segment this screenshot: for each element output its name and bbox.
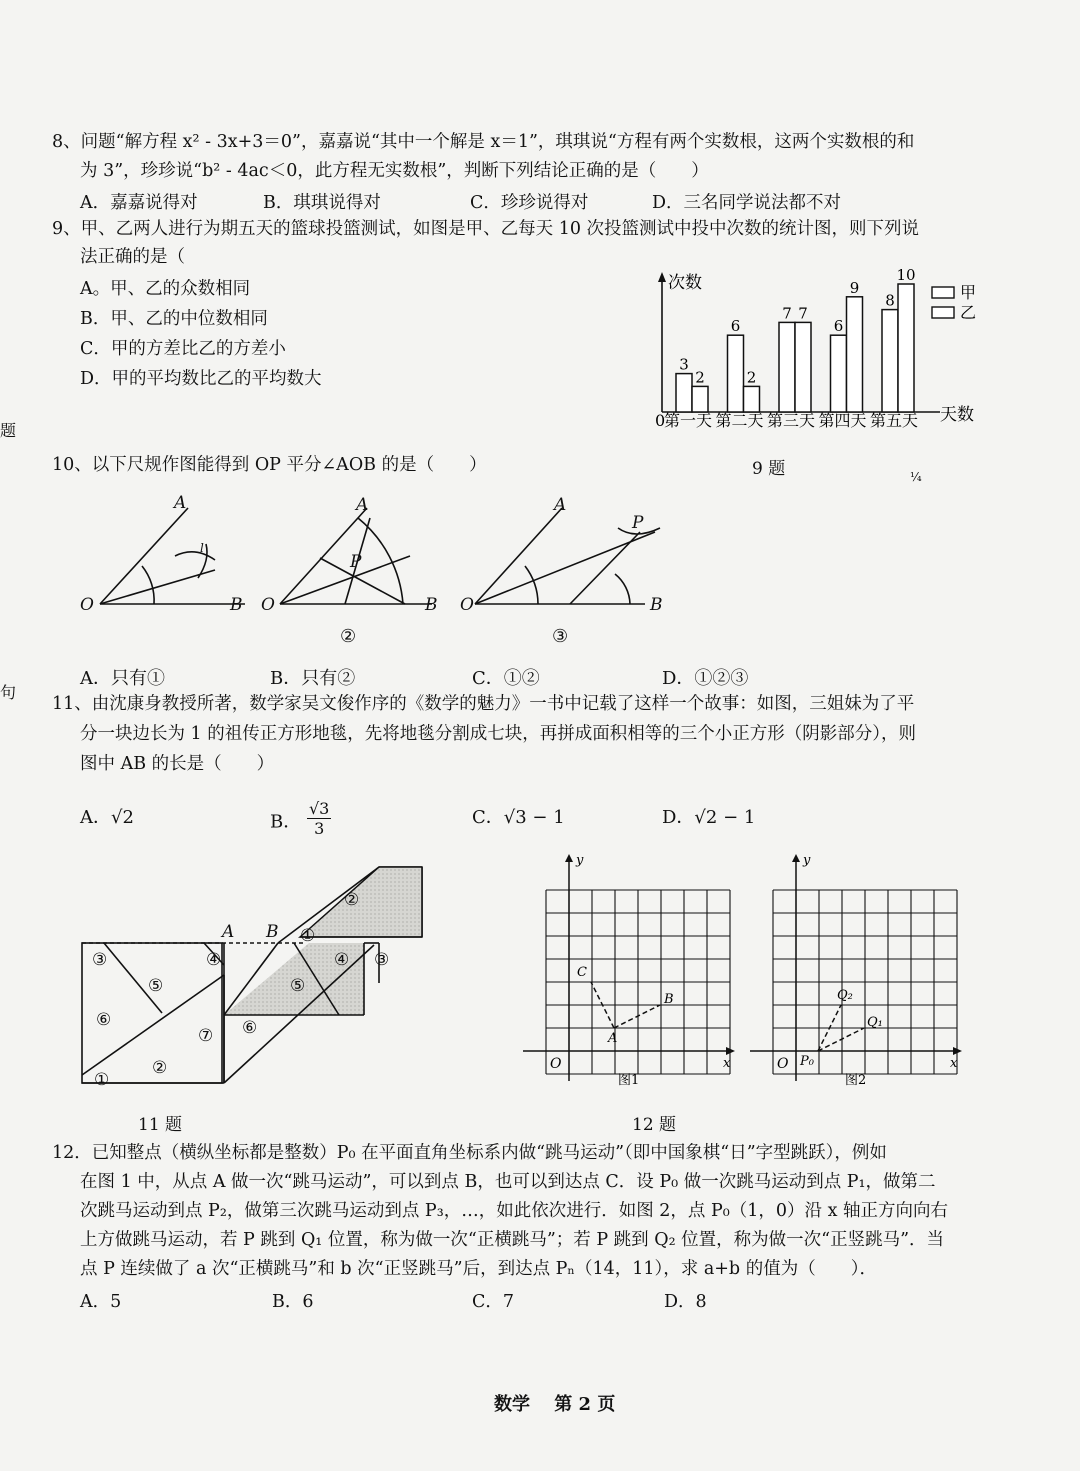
fig2-line2 [320, 558, 405, 604]
point-c-label: C [577, 965, 587, 980]
tick-label-第五天: 第五天 [869, 411, 919, 430]
q12-option-b: B．6 [272, 1292, 314, 1312]
x-axis-label: x [950, 1056, 958, 1071]
q10-option-c: C．①② [472, 668, 540, 689]
jump-p0-to-q1 [818, 1028, 864, 1051]
bar-乙-第一天 [692, 386, 708, 412]
bar-乙-第二天 [744, 386, 760, 412]
fig2-label-b: B [425, 595, 438, 615]
q8-line2: 为 3”，珍珍说“b² - 4ac＜0，此方程无实数根”，判断下列结论正确的是（ ） [80, 161, 709, 181]
origin-label: O [550, 1056, 562, 1072]
q11-label-b: B [266, 922, 279, 942]
q10-option-d: D．①②③ [662, 668, 749, 689]
q11-piece-5-right: ⑤ [290, 976, 306, 996]
q11-option-d: D．√2 − 1 [662, 807, 756, 828]
chart-y-arrow [658, 272, 666, 282]
q9-option-b: B．甲、乙的中位数相同 [80, 309, 268, 329]
q8-option-b: B．琪琪说得对 [263, 193, 381, 213]
q8-option-c: C．珍珍说得对 [470, 193, 589, 213]
point-a-label: A [608, 1031, 618, 1046]
bar-甲-第五天 [882, 310, 898, 412]
fig2-number: ② [340, 626, 357, 647]
q9-option-d: D．甲的平均数比乙的平均数大 [80, 369, 322, 389]
q11-option-b-prefix: B． [270, 811, 302, 833]
q11-piece-1-right: ① [300, 926, 316, 946]
y-axis-label: y [803, 853, 811, 868]
tick-label-第二天: 第二天 [715, 411, 764, 430]
bar-value-乙-第三天: 7 [798, 304, 808, 323]
tick-label-第三天: 第三天 [766, 411, 816, 430]
fig1-bisector [100, 570, 215, 604]
fig3-parallel [570, 532, 640, 604]
bar-value-甲-第一天: 3 [679, 355, 689, 374]
legend-swatch-甲 [932, 287, 954, 298]
margin-mark-2: 句 [0, 683, 17, 702]
q9-line1: 9、甲、乙两人进行为期五天的篮球投篮测试，如图是甲、乙每天 10 次投篮测试中投中次数的统计图，则下列说 [52, 219, 920, 239]
q11-option-a: A．√2 [80, 807, 134, 828]
q11-piece-6-right: ⑥ [242, 1018, 258, 1038]
y-arrow [565, 854, 573, 862]
bar-value-乙-第一天: 2 [695, 368, 705, 387]
q10-option-b: B．只有② [270, 668, 356, 689]
q11-piece-4-right: ④ [334, 950, 350, 970]
q12-line3: 次跳马运动到点 P₂，做第三次跳马运动到点 P₃，…，如此依次进行．如图 2，点 P₀（1，0）沿 x 轴正方向向右 [80, 1201, 949, 1221]
q11-carpet-figure [74, 865, 434, 1095]
fig3-label-a: A [554, 495, 567, 515]
q12-figure-2 [745, 852, 967, 1092]
fig1-arc [142, 566, 154, 604]
bar-value-甲-第四天: 6 [833, 317, 844, 336]
q12-option-a: A．5 [80, 1292, 122, 1312]
q11-piece-3-right: ③ [374, 950, 390, 970]
tick-label-第一天: 第一天 [663, 411, 713, 430]
point-p0-label: P₀ [800, 1054, 814, 1069]
page-footer: 数学 第 2 页 [494, 1394, 616, 1415]
q11-piece-2-right: ② [344, 890, 360, 910]
q8-option-a: A．嘉嘉说得对 [80, 193, 198, 213]
q11-piece-3-left: ③ [92, 950, 108, 970]
q11-option-c: C．√3 − 1 [472, 807, 565, 828]
y-axis-label: y [576, 853, 584, 868]
fig2-label-p: P [350, 552, 362, 572]
chart-origin-label: 0 [655, 411, 666, 430]
q11-line1: 11、由沈康身教授所著，数学家吴文俊作序的《数学的魅力》一书中记载了这样一个故事：如图，三姐妹为了平 [52, 694, 915, 714]
bar-甲-第三天 [779, 322, 795, 412]
fig1-label-o: O [80, 595, 94, 615]
bar-value-乙-第五天: 10 [896, 266, 916, 284]
fig3-number: ③ [552, 626, 569, 647]
q11-option-b-denominator: 3 [314, 819, 325, 838]
q8-option-d: D．三名同学说法都不对 [652, 193, 842, 213]
q11-piece-2-left: ② [152, 1058, 168, 1078]
bar-乙-第三天 [795, 322, 811, 412]
fig3-label-o: O [460, 595, 474, 615]
fig3-arc2 [615, 574, 630, 604]
fig2-label-a: A [356, 495, 369, 515]
q9-bar-chart [640, 262, 1000, 437]
fig1-label-a: A [174, 493, 187, 513]
fig3-arc [525, 566, 538, 604]
bar-乙-第五天 [898, 284, 914, 412]
q10-figures [70, 488, 680, 648]
point-q2-label: Q₂ [837, 988, 853, 1003]
q9-option-c: C．甲的方差比乙的方差小 [80, 339, 286, 359]
bar-甲-第四天 [831, 335, 847, 412]
q12-line1: 12．已知整点（横纵坐标都是整数）P₀ 在平面直角坐标系内做“跳马运动”（即中国象棋“日”字型跳跃），例如 [52, 1143, 887, 1163]
origin-label: O [777, 1056, 789, 1072]
fig3-ray-oa [475, 508, 562, 604]
legend-label-乙: 乙 [960, 303, 977, 322]
bar-甲-第二天 [728, 335, 744, 412]
q11-piece-1-left: ① [94, 1070, 110, 1090]
q11-option-b [270, 799, 331, 842]
q12-caption: 12 题 [632, 1115, 677, 1135]
fig1-label-b: B [230, 595, 243, 615]
fig2-label-o: O [261, 595, 275, 615]
q11-piece-6-left: ⑥ [96, 1010, 112, 1030]
legend-label-甲: 甲 [960, 283, 977, 302]
q11-line2: 分一块边长为 1 的祖传正方形地毯，先将地毯分割成七块，再拼成面积相等的三个小正方形（阴影部分），则 [80, 724, 917, 744]
q11-piece-5-left: ⑤ [148, 976, 164, 996]
point-q1-label: Q₁ [867, 1015, 883, 1030]
q10-line1: 10、以下尺规作图能得到 OP 平分∠AOB 的是（ ） [52, 455, 487, 475]
q11-caption: 11 题 [138, 1115, 183, 1135]
bar-value-乙-第四天: 9 [849, 278, 860, 297]
q11-piece-7: ⑦ [198, 1026, 214, 1046]
q11-label-a: A [222, 922, 235, 942]
margin-mark-1: 题 [0, 421, 17, 440]
q12-line5: 点 P 连续做了 a 次“正横跳马”和 b 次“正竖跳马”后，到达点 Pₙ（14，11），求 a+b 的值为（ ）． [80, 1259, 877, 1279]
q11-line3: 图中 AB 的长是（ ） [80, 754, 275, 774]
q9-line2: 法正确的是（ [80, 247, 185, 267]
q12-option-d: D．8 [664, 1292, 707, 1312]
q12-option-c: C．7 [472, 1292, 515, 1312]
q11-option-b-numerator: √3 [308, 799, 330, 818]
stray-mark: ¼ [910, 470, 922, 484]
chart-x-label: 天数 [940, 405, 974, 425]
q8-line1: 8、问题“解方程 x² - 3x+3＝0”，嘉嘉说“其中一个解是 x＝1”，琪琪说“方程有两个实数根，这两个实数根的和 [52, 132, 915, 152]
figure-label: 图1 [618, 1073, 640, 1088]
bar-乙-第四天 [847, 297, 863, 412]
point-b-label: B [664, 992, 674, 1007]
q9-caption: 9 题 [752, 459, 786, 479]
y-arrow [792, 854, 800, 862]
bar-value-甲-第二天: 6 [730, 317, 741, 336]
bar-value-甲-第三天: 7 [782, 304, 792, 323]
q12-line4: 上方做跳马运动，若 P 跳到 Q₁ 位置，称为做一次“正横跳马”；若 P 跳到 Q₂ 位置，称为做一次“正竖跳马”．当 [80, 1230, 945, 1250]
fig1-label-l: l [200, 541, 204, 555]
q9-option-a: A。甲、乙的众数相同 [80, 279, 251, 299]
q12-figure-1 [518, 852, 740, 1092]
tick-label-第四天: 第四天 [818, 411, 867, 430]
bar-甲-第一天 [676, 374, 692, 412]
q11-piece-4-left: ④ [206, 950, 222, 970]
fig3-label-b: B [650, 595, 663, 615]
fig1-arc2 [175, 552, 215, 560]
figure-label: 图2 [845, 1073, 867, 1088]
q10-option-a: A．只有① [80, 668, 165, 689]
q11-option-b-fraction [307, 799, 331, 838]
bar-value-甲-第五天: 8 [885, 291, 895, 310]
chart-y-label: 次数 [668, 273, 702, 293]
jump-a-to-b [614, 1005, 660, 1028]
x-axis-label: x [723, 1056, 731, 1071]
legend-swatch-乙 [932, 307, 954, 318]
fig3-label-p: P [632, 513, 644, 533]
q12-line2: 在图 1 中，从点 A 做一次“跳马运动”，可以到点 B，也可以到达点 C．设 P₀ 做一次跳马运动到点 P₁，做第二 [80, 1172, 936, 1192]
bar-value-乙-第二天: 2 [746, 368, 757, 387]
fig1-ray-oa [100, 508, 188, 604]
